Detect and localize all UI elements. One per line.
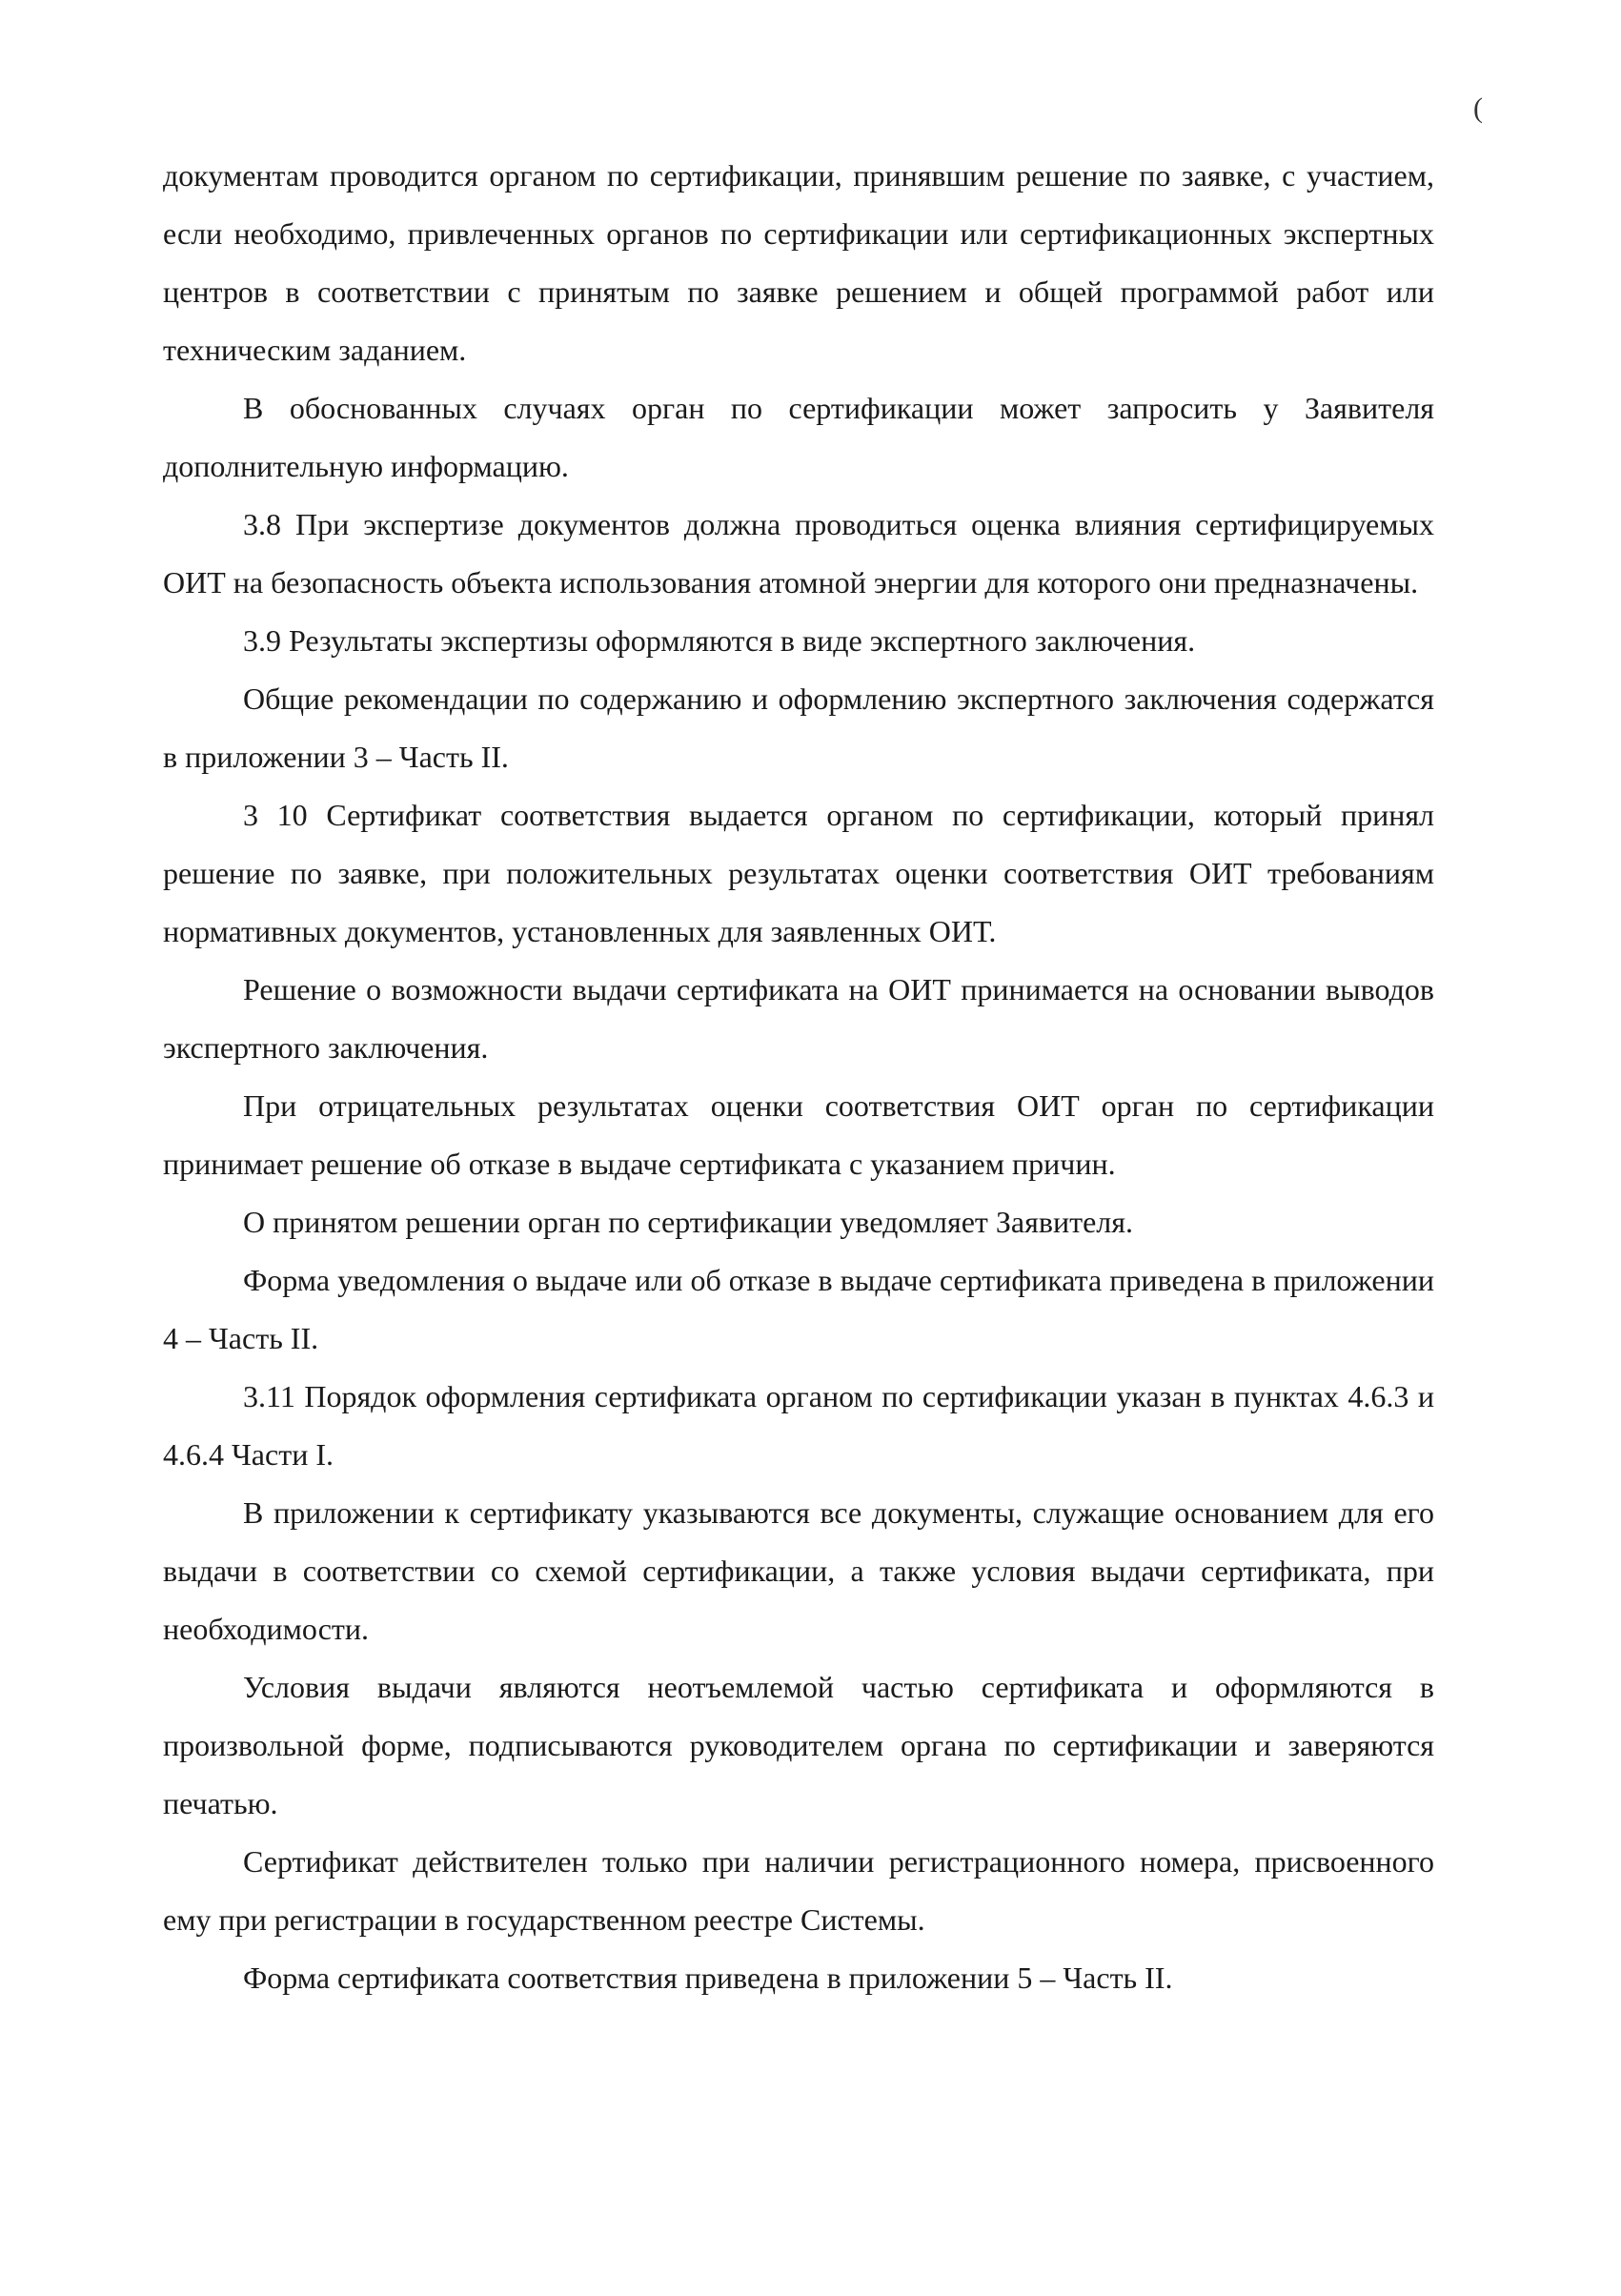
paragraph-3-10: 3 10 Сертификат соответствия выдается органом по сертификации, который принял решение по заявке, при положительных результатах оценки соответствия ОИТ требованиям нормативных документов, установленных для заявленных ОИТ.	[163, 798, 1434, 948]
paragraph-continuation: документам проводится органом по сертификации, принявшим решение по заявке, с участием, если необходимо, привлеченных органов по сертификации или сертификационных экспертных центров в соответствии с принятым по заявке решением и общей программой работ или техническим заданием.	[163, 158, 1434, 367]
paragraph: Условия выдачи являются неотъемлемой частью сертификата и оформляются в произвольной форме, подписываются руководителем органа по сертификации и заверяются печатью.	[163, 1670, 1434, 1820]
paragraph: Сертификат действителен только при наличии регистрационного номера, присвоенного ему при регистрации в государственном реестре Системы.	[163, 1844, 1434, 1937]
paragraph: В приложении к сертификату указываются все документы, служащие основанием для его выдачи в соответствии со схемой сертификации, а также условия выдачи сертификата, при необходимости.	[163, 1495, 1434, 1646]
paragraph: Форма уведомления о выдаче или об отказе в выдаче сертификата приведена в приложении 4 – Часть II.	[163, 1263, 1434, 1355]
paragraph: При отрицательных результатах оценки соответствия ОИТ орган по сертификации принимает решение об отказе в выдаче сертификата с указанием причин.	[163, 1088, 1434, 1181]
body-text	[163, 147, 1434, 2007]
paragraph-3-11: 3.11 Порядок оформления сертификата органом по сертификации указан в пунктах 4.6.3 и 4.6.4 Части I.	[163, 1379, 1434, 1472]
paragraph-3-8: 3.8 При экспертизе документов должна проводиться оценка влияния сертифицируемых ОИТ на безопасность объекта использования атомной энергии для которого они предназначены.	[163, 507, 1434, 599]
paragraph-3-9: 3.9 Результаты экспертизы оформляются в виде экспертного заключения.	[243, 623, 1196, 658]
paragraph: Общие рекомендации по содержанию и оформлению экспертного заключения содержатся в приложении 3 – Часть II.	[163, 681, 1434, 774]
paragraph: Форма сертификата соответствия приведена в приложении 5 – Часть II.	[243, 1961, 1173, 1995]
paragraph: О принятом решении орган по сертификации уведомляет Заявителя.	[243, 1205, 1133, 1239]
page-corner-mark: (	[1473, 92, 1483, 124]
paragraph: В обоснованных случаях орган по сертификации может запросить у Заявителя дополнительную информацию.	[163, 391, 1434, 483]
paragraph: Решение о возможности выдачи сертификата на ОИТ принимается на основании выводов экспертного заключения.	[163, 972, 1434, 1065]
